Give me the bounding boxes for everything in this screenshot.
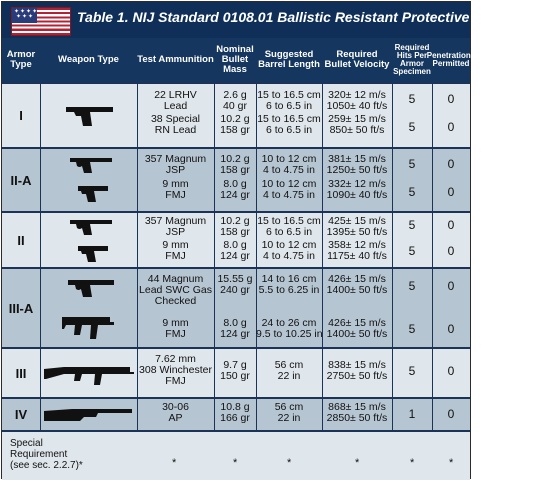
hits-value: 5 [408,92,416,106]
hits-value: 5 [408,185,416,199]
table-frame [1,1,534,479]
barrel-value: 4 to 4.75 in [263,250,315,262]
mass-value: 158 gr [220,124,250,136]
velocity-value: 1400± 50 ft/s [326,284,388,296]
barrel-value: 24 to 26 cm [261,317,317,329]
hits-value: 5 [408,157,416,171]
mass-value: 10.2 g [220,113,250,125]
hits-value: 5 [408,120,416,134]
velocity-value: 1395± 50 ft/s [326,226,388,238]
velocity-value: 259± 15 m/s [328,113,386,125]
hits-value: 5 [408,279,416,293]
penetrations-value: 0 [447,185,455,199]
mass-value: 8.0 g [223,178,247,190]
velocity-value: 332± 12 m/s [328,178,386,190]
armor-type-label: III [15,365,27,381]
mass-value: 124 gr [220,189,250,201]
barrel-value: 4 to 4.75 in [263,189,315,201]
armor-type-label: II-A [10,172,32,188]
asterisk-mark: * [172,457,177,469]
barrel-value: 5.5 to 6.25 in [258,284,320,296]
title-bar [2,2,534,38]
ammo-line: Lead SWC Gas [139,284,212,296]
asterisk-mark: * [355,457,360,469]
armor-type-label: I [19,108,23,123]
submachine-gun-icon [60,311,116,341]
ammo-line: JSP [165,226,186,238]
barrel-value: 4 to 4.75 in [263,164,315,176]
table-row-type-ii-a [2,147,470,211]
hits-value: 5 [408,244,416,258]
velocity-value: 2750± 50 ft/s [326,370,388,382]
table-title: Table 1. NIJ Standard 0108.01 Ballistic Resistant Protective Materials [77,9,534,25]
table-row-type-i [2,82,470,147]
ammo-line: 7.62 mm [155,353,196,365]
mass-value: 10.2 g [220,153,250,165]
barrel-value: 15 to 16.5 cm [257,215,321,227]
asterisk-mark: * [287,457,292,469]
velocity-value: 868± 15 m/s [328,401,386,413]
mass-value: 10.8 g [220,401,250,413]
penetrations-value: 0 [447,407,455,421]
velocity-value: 426± 15 m/s [328,317,386,329]
us-flag-icon: ✦✦✦✦ ✦✦✦ [11,7,71,36]
velocity-value: 1175± 40 ft/s [327,250,387,262]
pistol-icon [76,243,110,263]
ammo-line: FMJ [165,189,186,201]
armor-type-label: II [17,232,25,248]
mass-value: 2.6 g [223,89,247,101]
mass-value: 158 gr [220,226,250,238]
mass-value: 124 gr [220,250,250,262]
header-bullet-mass: Nominal Bullet Mass [216,44,254,75]
special-label-line: Requirement [10,449,68,460]
pistol-icon [64,104,116,128]
penetrations-value: 0 [447,279,455,293]
table-row-type-ii [2,211,470,267]
ammo-line: 308 Winchester [139,364,212,376]
velocity-value: 850± 50 ft/s [329,124,385,136]
ammo-line: Lead [163,100,188,112]
asterisk-mark: * [449,457,454,469]
table-row-type-iii [2,347,470,397]
penetrations-value: 0 [447,322,455,336]
mass-value: 8.0 g [223,317,247,329]
pistol-icon [76,183,110,203]
velocity-value: 358± 12 m/s [328,239,386,251]
mass-value: 15.55 g [217,273,253,285]
barrel-value: 6 to 6.5 in [265,226,313,238]
armor-type-label: III-A [8,300,34,316]
velocity-value: 1050± 40 ft/s [326,100,388,112]
ammo-line: FMJ [165,375,186,387]
velocity-value: 1400± 50 ft/s [326,328,388,340]
velocity-value: 425± 15 m/s [328,215,386,227]
barrel-value: 22 in [277,370,301,382]
header-armor-type: Armor Type [6,49,36,70]
header-bullet-velocity: Required Bullet Velocity [324,49,390,70]
hits-value: 5 [408,364,416,378]
velocity-value: 426± 15 m/s [328,273,386,285]
special-requirement-row [2,430,470,480]
barrel-value: 6 to 6.5 in [265,100,313,112]
mass-value: 158 gr [220,164,250,176]
ammo-line: 38 Special [150,113,201,125]
ammo-line: AP [168,412,183,424]
barrel-value: 10 to 12 cm [261,178,317,190]
velocity-value: 1090± 40 ft/s [326,189,388,201]
table-row-type-iv [2,397,470,430]
penetrations-value: 0 [447,157,455,171]
asterisk-mark: * [233,457,238,469]
ammo-line: 30-06 [162,401,189,413]
rifle-icon [42,405,135,425]
special-label-line: (see sec. 2.2.7)* [10,460,83,471]
armor-type-label: IV [14,407,28,422]
column-headers [2,38,476,82]
penetrations-value: 0 [447,92,455,106]
hits-value: 5 [408,218,416,232]
ammo-line: 44 Magnum [147,273,204,285]
ammo-line: 357 Magnum [144,153,207,165]
penetrations-value: 0 [447,244,455,258]
ammo-line: Checked [154,295,197,307]
ammo-line: RN Lead [154,124,197,136]
header-penetrations: Penetrations Permitted [426,51,476,68]
barrel-value: 56 cm [274,401,304,413]
header-test-ammunition: Test Ammunition [137,54,214,65]
special-label-line: Special [10,438,43,449]
ammo-line: 9 mm [162,317,189,329]
velocity-value: 1250± 50 ft/s [326,164,388,176]
ammo-line: 357 Magnum [144,215,207,227]
velocity-value: 381± 15 m/s [328,153,386,165]
mass-value: 40 gr [223,100,247,112]
mass-value: 150 gr [220,370,250,382]
barrel-value: 15 to 16.5 cm [257,89,321,101]
ammo-line: 9 mm [162,178,189,190]
revolver-icon [68,217,114,237]
ammo-line: FMJ [165,328,186,340]
velocity-value: 2850± 50 ft/s [326,412,388,424]
barrel-value: 9.5 to 10.25 in [256,328,323,340]
mass-value: 8.0 g [223,239,247,251]
ammo-line: JSP [165,164,186,176]
hits-value: 1 [408,407,416,421]
header-required-hits: Required Hits Per Armor Specimen [393,43,431,76]
hits-value: 5 [408,322,416,336]
barrel-value: 6 to 6.5 in [265,124,313,136]
header-weapon-type: Weapon Type [58,54,119,65]
special-requirement-label [10,438,83,471]
rifle-icon [42,361,135,387]
revolver-icon [68,155,114,175]
penetrations-value: 0 [447,120,455,134]
mass-value: 240 gr [220,284,250,296]
barrel-value: 10 to 12 cm [261,153,317,165]
asterisk-mark: * [410,457,415,469]
barrel-value: 22 in [277,412,301,424]
penetrations-value: 0 [447,364,455,378]
table-row-type-iii-a [2,267,470,347]
ammo-line: 9 mm [162,239,189,251]
velocity-value: 838± 15 m/s [328,359,386,371]
barrel-value: 56 cm [274,359,304,371]
header-barrel-length: Suggested Barrel Length [258,49,320,70]
penetrations-value: 0 [447,218,455,232]
ammo-line: FMJ [165,250,186,262]
revolver-icon [66,277,116,299]
mass-value: 124 gr [220,328,250,340]
ammo-line: 22 LRHV [154,89,197,101]
barrel-value: 14 to 16 cm [261,273,317,285]
velocity-value: 320± 12 m/s [328,89,386,101]
mass-value: 10.2 g [220,215,250,227]
barrel-value: 10 to 12 cm [261,239,317,251]
mass-value: 9.7 g [223,359,247,371]
barrel-value: 15 to 16.5 cm [257,113,321,125]
mass-value: 166 gr [220,412,250,424]
